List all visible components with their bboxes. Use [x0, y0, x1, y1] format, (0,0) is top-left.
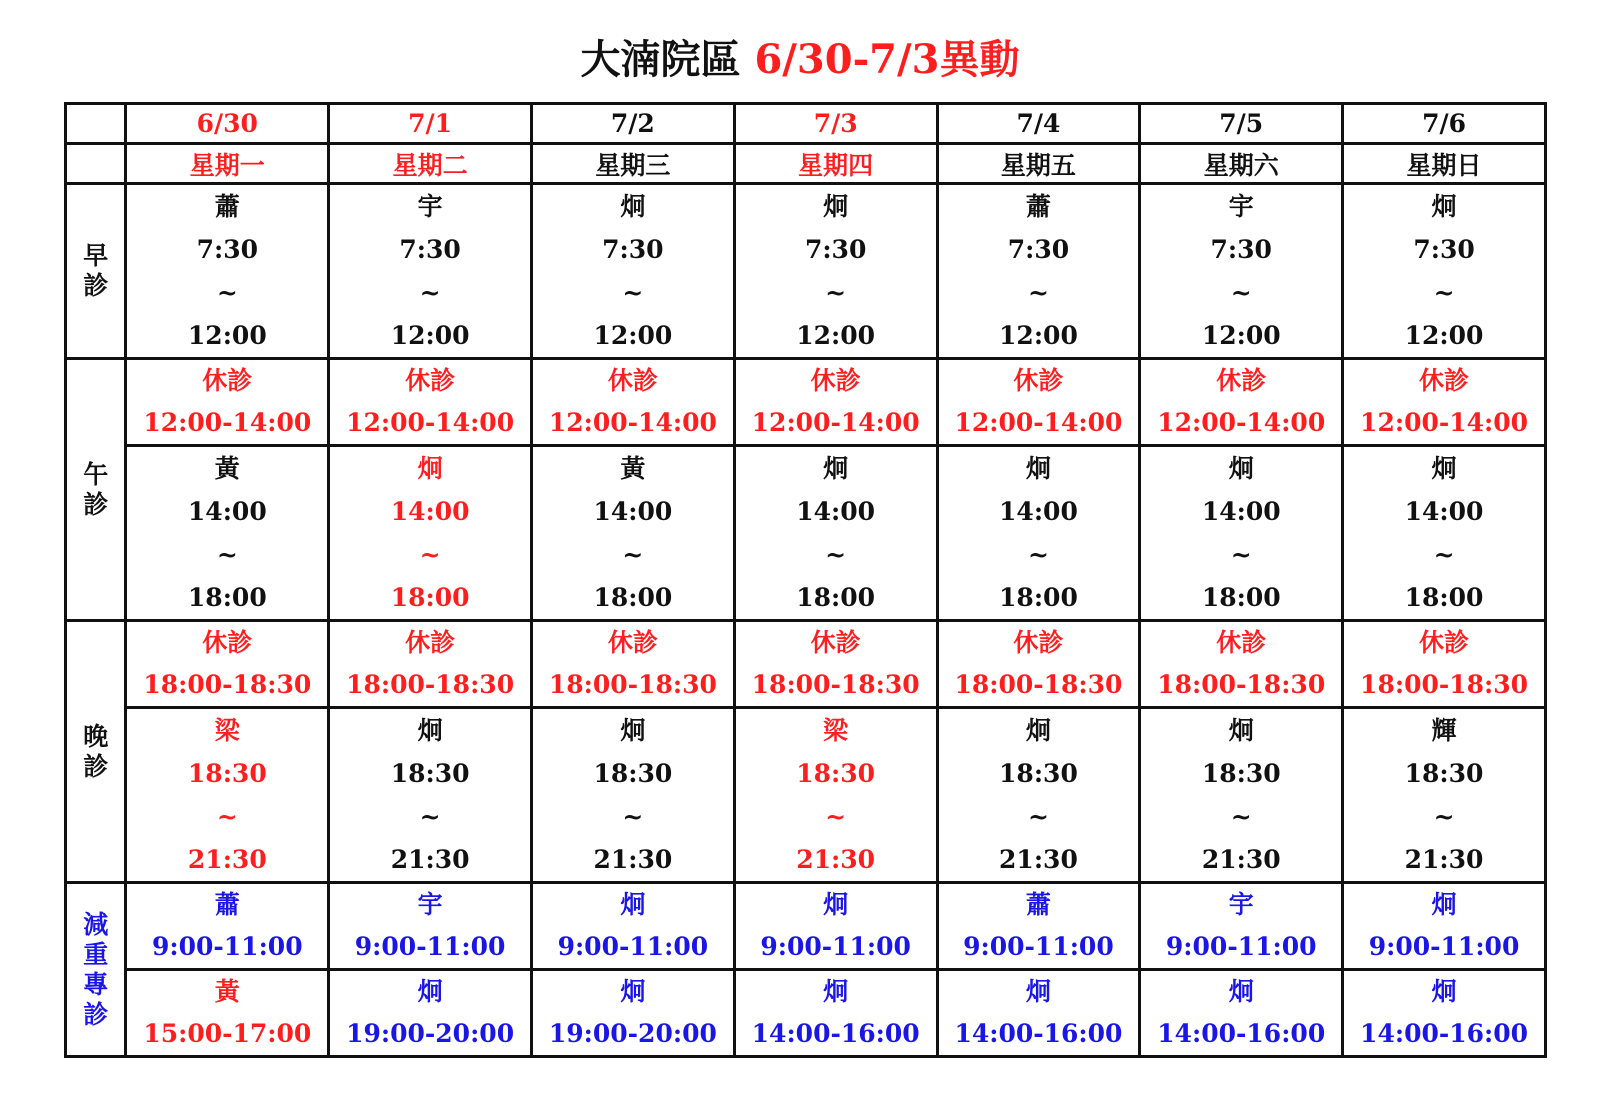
cell-line: 7:30: [804, 235, 867, 264]
date-cell: [1343, 104, 1546, 144]
cell-line: 18:30: [1201, 759, 1281, 788]
cell-line: 21:30: [390, 845, 470, 874]
evening-row: [66, 708, 1546, 883]
cell-line: 休診: [1013, 366, 1064, 395]
cell-line: 12:00: [593, 321, 673, 350]
schedule-cell: [937, 708, 1140, 883]
weekday-cell: [531, 144, 734, 184]
cell-line: 炯: [620, 890, 646, 919]
schedule-cell: [126, 446, 329, 621]
cell-line: ~: [1027, 278, 1049, 307]
date-cell: [531, 104, 734, 144]
cell-line: 14:00: [390, 497, 470, 526]
cell-line: 12:00: [796, 321, 876, 350]
period-char: 午: [83, 459, 109, 489]
schedule-cell: [531, 446, 734, 621]
cell-line: 休診: [607, 628, 658, 657]
cell-line: 休診: [1419, 366, 1470, 395]
date-corner: [66, 104, 126, 144]
cell-line: 18:30: [999, 759, 1078, 788]
cell-line: 炯: [1228, 454, 1254, 483]
cell-line: 12:00-14:00: [346, 408, 515, 437]
cell-line: ~: [1433, 278, 1455, 307]
cell-line: ~: [1433, 802, 1455, 831]
cell-line: 休診: [202, 366, 253, 395]
cell-line: 9:00-11:00: [1368, 932, 1520, 961]
evening-break-row: [66, 621, 1546, 708]
cell-line: ~: [1433, 540, 1455, 569]
cell-line: ~: [622, 278, 644, 307]
cell-line: 炯: [1025, 716, 1051, 745]
weekday-cell: [1140, 144, 1343, 184]
cell-line: 梁: [823, 716, 849, 745]
cell-line: 炯: [1228, 716, 1254, 745]
cell-line: 炯: [1431, 454, 1457, 483]
cell-line: 18:00: [1404, 583, 1484, 612]
cell-line: 炯: [620, 716, 646, 745]
period-label: [66, 184, 126, 359]
weekday-cell: [1343, 144, 1546, 184]
cell-line: 12:00-14:00: [1157, 408, 1326, 437]
cell-line: ~: [216, 540, 238, 569]
date-text: 7/1: [408, 109, 453, 138]
weekday-corner: [66, 144, 126, 184]
cell-line: 輝: [1431, 716, 1457, 745]
cell-line: 21:30: [1201, 845, 1281, 874]
cell-line: 炯: [417, 454, 443, 483]
date-cell: [329, 104, 532, 144]
weekday-cell: [126, 144, 329, 184]
cell-line: 7:30: [602, 235, 664, 264]
weekday-cell: [734, 144, 937, 184]
cell-line: 14:00-16:00: [954, 1019, 1123, 1048]
schedule-cell: [937, 359, 1140, 446]
cell-line: 18:00: [999, 583, 1078, 612]
cell-line: 15:00-17:00: [143, 1019, 312, 1048]
cell-line: 18:00-18:30: [954, 670, 1123, 699]
cell-line: ~: [419, 278, 441, 307]
page-title: [0, 30, 1600, 90]
schedule-table: [64, 102, 1547, 1058]
morning-row: [66, 184, 1546, 359]
cell-line: 19:00-20:00: [346, 1019, 515, 1048]
cell-line: ~: [1230, 540, 1252, 569]
cell-line: 18:30: [187, 759, 267, 788]
schedule-cell: [531, 359, 734, 446]
cell-line: 14:00: [593, 497, 673, 526]
period-label: [66, 621, 126, 883]
cell-line: 炯: [1228, 977, 1254, 1006]
schedule-cell: [1140, 970, 1343, 1057]
date-text: 7/3: [813, 109, 858, 138]
weight-loss-1-row: [66, 883, 1546, 970]
cell-line: 休診: [405, 628, 456, 657]
title-prefix: 大湳院區: [580, 36, 741, 83]
cell-line: 炯: [823, 890, 849, 919]
cell-line: 9:00-11:00: [557, 932, 709, 961]
schedule-cell: [1343, 184, 1546, 359]
cell-line: 14:00: [999, 497, 1078, 526]
cell-line: ~: [216, 802, 238, 831]
weekday-text: 星期五: [1000, 150, 1076, 180]
cell-line: ~: [216, 278, 238, 307]
cell-line: 12:00: [390, 321, 470, 350]
cell-line: 休診: [1216, 366, 1267, 395]
cell-line: ~: [825, 540, 847, 569]
cell-line: 12:00-14:00: [143, 408, 312, 437]
cell-line: 休診: [202, 628, 253, 657]
schedule-cell: [937, 446, 1140, 621]
date-text: 6/30: [196, 109, 258, 138]
date-text: 7/5: [1219, 109, 1264, 138]
afternoon-row: [66, 446, 1546, 621]
cell-line: 炯: [1431, 977, 1457, 1006]
cell-line: ~: [825, 802, 847, 831]
cell-line: ~: [419, 540, 441, 569]
schedule-cell: [1343, 970, 1546, 1057]
schedule-cell: [329, 446, 532, 621]
cell-line: 19:00-20:00: [548, 1019, 717, 1048]
period-char: 早: [83, 241, 109, 270]
cell-line: 18:00-18:30: [1360, 670, 1529, 699]
cell-line: 14:00: [796, 497, 876, 526]
cell-line: 休診: [810, 628, 861, 657]
schedule-cell: [937, 621, 1140, 708]
date-text: 7/2: [610, 109, 655, 138]
schedule-cell: [126, 708, 329, 883]
cell-line: 14:00-16:00: [1360, 1019, 1529, 1048]
period-char: 診: [83, 999, 109, 1029]
cell-line: 18:00: [1201, 583, 1281, 612]
cell-line: ~: [622, 802, 644, 831]
cell-line: 14:00: [187, 497, 267, 526]
weekday-text: 星期日: [1406, 150, 1482, 180]
cell-line: 炯: [620, 977, 646, 1006]
cell-line: 18:00: [390, 583, 470, 612]
cell-line: 12:00-14:00: [548, 408, 717, 437]
schedule-cell: [1140, 446, 1343, 621]
cell-line: 7:30: [1007, 235, 1070, 264]
cell-line: ~: [1230, 802, 1252, 831]
cell-line: 宇: [1228, 890, 1254, 919]
period-char: 診: [83, 271, 109, 300]
cell-line: 14:00-16:00: [1157, 1019, 1326, 1048]
cell-line: 炯: [1025, 454, 1051, 483]
schedule-cell: [1343, 708, 1546, 883]
cell-line: 7:30: [1210, 235, 1272, 264]
schedule-cell: [734, 621, 937, 708]
cell-line: 7:30: [196, 235, 259, 264]
cell-line: 14:00: [1404, 497, 1484, 526]
cell-line: 炯: [1431, 890, 1457, 919]
cell-line: 18:00-18:30: [143, 670, 312, 699]
title-highlight: 6/30-7/3異動: [754, 36, 1020, 83]
cell-line: 12:00-14:00: [751, 408, 920, 437]
cell-line: 21:30: [1404, 845, 1484, 874]
cell-line: 18:00-18:30: [751, 670, 920, 699]
cell-line: 21:30: [593, 845, 673, 874]
cell-line: 蕭: [214, 890, 240, 919]
schedule-cell: [1140, 883, 1343, 970]
period-char: 診: [83, 489, 109, 519]
cell-line: ~: [1027, 802, 1049, 831]
cell-line: 炯: [417, 977, 443, 1006]
schedule-cell: [329, 621, 532, 708]
cell-line: 7:30: [1413, 235, 1475, 264]
cell-line: 12:00-14:00: [954, 408, 1123, 437]
schedule-cell: [734, 708, 937, 883]
cell-line: 蕭: [214, 192, 240, 221]
date-text: 7/6: [1422, 109, 1467, 138]
cell-line: 12:00: [1201, 321, 1281, 350]
cell-line: 18:00: [187, 583, 267, 612]
schedule-cell: [126, 359, 329, 446]
cell-line: 18:30: [390, 759, 470, 788]
cell-line: 12:00-14:00: [1360, 408, 1529, 437]
schedule-cell: [734, 883, 937, 970]
schedule-cell: [531, 184, 734, 359]
schedule-cell: [126, 184, 329, 359]
cell-line: 21:30: [999, 845, 1078, 874]
schedule-cell: [126, 621, 329, 708]
cell-line: 梁: [214, 716, 240, 745]
schedule-cell: [1343, 621, 1546, 708]
schedule-cell: [329, 883, 532, 970]
cell-line: 炯: [417, 716, 443, 745]
cell-line: 18:30: [796, 759, 876, 788]
schedule-cell: [531, 970, 734, 1057]
cell-line: 18:30: [593, 759, 673, 788]
cell-line: 12:00: [999, 321, 1078, 350]
cell-line: 休診: [607, 366, 658, 395]
schedule-cell: [1343, 446, 1546, 621]
cell-line: 休診: [1419, 628, 1470, 657]
period-label: [66, 883, 126, 1057]
schedule-cell: [1343, 883, 1546, 970]
date-text: 7/4: [1016, 109, 1061, 138]
cell-line: ~: [1230, 278, 1252, 307]
cell-line: 12:00: [187, 321, 267, 350]
date-cell: [126, 104, 329, 144]
date-cell: [937, 104, 1140, 144]
cell-line: ~: [1027, 540, 1049, 569]
date-cell: [734, 104, 937, 144]
cell-line: 炯: [620, 192, 646, 221]
weekday-text: 星期三: [595, 150, 671, 180]
cell-line: 蕭: [1025, 890, 1051, 919]
schedule-cell: [1140, 184, 1343, 359]
cell-line: ~: [825, 278, 847, 307]
cell-line: 黃: [214, 454, 240, 483]
weekday-row: [66, 144, 1546, 184]
cell-line: 休診: [1013, 628, 1064, 657]
cell-line: 炯: [1431, 192, 1457, 221]
schedule-cell: [1140, 359, 1343, 446]
date-row: [66, 104, 1546, 144]
schedule-cell: [1343, 359, 1546, 446]
cell-line: 7:30: [399, 235, 461, 264]
schedule-cell: [531, 708, 734, 883]
cell-line: 18:00-18:30: [346, 670, 515, 699]
cell-line: 21:30: [187, 845, 267, 874]
cell-line: 炯: [823, 454, 849, 483]
schedule-cell: [126, 970, 329, 1057]
cell-line: 宇: [417, 192, 443, 221]
cell-line: 宇: [417, 890, 443, 919]
period-char: 診: [83, 751, 109, 781]
period-label: [66, 359, 126, 621]
period-char: 減: [83, 909, 109, 939]
schedule-cell: [329, 970, 532, 1057]
schedule-cell: [734, 359, 937, 446]
schedule-cell: [531, 621, 734, 708]
schedule-cell: [329, 359, 532, 446]
cell-line: 9:00-11:00: [152, 932, 303, 961]
cell-line: 9:00-11:00: [963, 932, 1114, 961]
cell-line: 18:00-18:30: [548, 670, 717, 699]
cell-line: 18:00: [796, 583, 876, 612]
schedule-cell: [329, 184, 532, 359]
cell-line: 休診: [1216, 628, 1267, 657]
cell-line: 18:00-18:30: [1157, 670, 1326, 699]
cell-line: ~: [419, 802, 441, 831]
cell-line: 21:30: [796, 845, 876, 874]
period-char: 重: [83, 939, 109, 969]
schedule-cell: [937, 184, 1140, 359]
weekday-text: 星期一: [189, 150, 265, 180]
cell-line: 9:00-11:00: [354, 932, 506, 961]
cell-line: 9:00-11:00: [1165, 932, 1317, 961]
weekday-text: 星期六: [1203, 150, 1279, 180]
period-char: 晚: [83, 721, 109, 751]
cell-line: 蕭: [1025, 192, 1051, 221]
weight-loss-2-row: [66, 970, 1546, 1057]
cell-line: 休診: [405, 366, 456, 395]
cell-line: 9:00-11:00: [760, 932, 911, 961]
cell-line: 12:00: [1404, 321, 1484, 350]
weekday-cell: [329, 144, 532, 184]
schedule-cell: [1140, 621, 1343, 708]
schedule-cell: [734, 446, 937, 621]
date-cell: [1140, 104, 1343, 144]
cell-line: 炯: [1025, 977, 1051, 1006]
schedule-cell: [937, 883, 1140, 970]
cell-line: ~: [622, 540, 644, 569]
cell-line: 黃: [620, 454, 646, 483]
cell-line: 14:00: [1201, 497, 1281, 526]
cell-line: 18:30: [1404, 759, 1484, 788]
schedule-cell: [126, 883, 329, 970]
schedule-cell: [531, 883, 734, 970]
cell-line: 18:00: [593, 583, 673, 612]
schedule-cell: [734, 970, 937, 1057]
weekday-text: 星期四: [798, 150, 874, 180]
schedule-cell: [734, 184, 937, 359]
weekday-cell: [937, 144, 1140, 184]
noon-break-row: [66, 359, 1546, 446]
cell-line: 炯: [823, 977, 849, 1006]
schedule-cell: [329, 708, 532, 883]
cell-line: 宇: [1228, 192, 1254, 221]
cell-line: 炯: [823, 192, 849, 221]
weekday-text: 星期二: [392, 150, 468, 180]
cell-line: 休診: [810, 366, 861, 395]
schedule-cell: [937, 970, 1140, 1057]
period-char: 專: [83, 969, 109, 999]
schedule-cell: [1140, 708, 1343, 883]
cell-line: 黃: [214, 977, 240, 1006]
cell-line: 14:00-16:00: [751, 1019, 920, 1048]
